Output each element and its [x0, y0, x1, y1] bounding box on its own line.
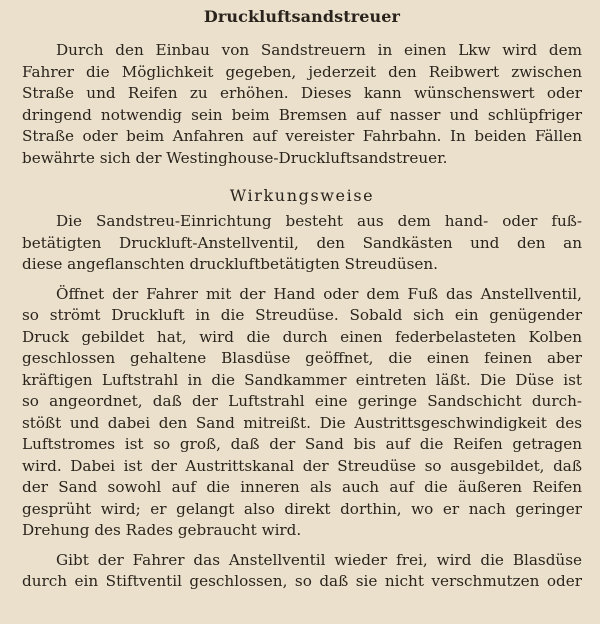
- text-line: der Sand sowohl auf die inneren als auch auf die äußeren Reifen: [22, 478, 582, 496]
- text-line: betätigten Druckluft-Anstellventil, den Sandkästen und den an: [22, 233, 582, 252]
- text-line: kräftigen Luftstrahl in die Sandkammer eintreten läßt. Die Düse ist: [22, 370, 582, 389]
- text-line: durch ein Stiftventil geschlossen, so daß sie nicht verschmutzen oder: [22, 572, 582, 590]
- text-line: Drehung des Rades gebraucht wird.: [22, 521, 302, 539]
- text-line: wird. Dabei ist der Austrittskanal der Streudüse so ausgebildet, daß: [22, 456, 582, 475]
- text-line: Durch den Einbau von Sandstreuern in einen Lkw wird dem: [56, 41, 582, 59]
- text-line: Öffnet der Fahrer mit der Hand oder dem Fuß das Anstellventil,: [56, 284, 582, 303]
- text-line: stößt und dabei den Sand mitreißt. Die Austrittsgeschwindigkeit des: [22, 413, 582, 432]
- text-line: Fahrer die Möglichkeit gegeben, jederzeit den Reibwert zwischen: [22, 62, 582, 81]
- text-line: gesprüht wird; er gelangt also direkt dorthin, wo er nach geringer: [22, 499, 582, 518]
- text-line: diese angeflanschten druckluftbetätigten Streudüsen.: [22, 255, 438, 273]
- text-line: dringend notwendig sein beim Bremsen auf nasser und schlüpfriger: [22, 105, 582, 124]
- paragraph-release: [22, 550, 582, 593]
- text-line: Straße oder beim Anfahren auf vereister Fahrbahn. In beiden Fällen: [22, 127, 582, 145]
- text-line: Druck gebildet hat, wird die durch einen federbelasteten Kolben: [22, 327, 582, 346]
- text-line: Luftstromes ist so groß, daß der Sand bis auf die Reifen getragen: [22, 435, 582, 453]
- text-line: Die Sandstreu-Einrichtung besteht aus dem hand- oder fuß-: [56, 212, 582, 230]
- text-line: so angeordnet, daß der Luftstrahl eine geringe Sandschicht durch-: [22, 392, 582, 410]
- text-line: so strömt Druckluft in die Streudüse. Sobald sich ein genügender: [22, 306, 582, 324]
- text-line: Straße und Reifen zu erhöhen. Dieses kann wünschenswert oder: [22, 84, 582, 102]
- paragraph-intro: [22, 40, 582, 169]
- paragraph-operation: [22, 284, 582, 542]
- section-heading: Wirkungsweise: [229, 186, 375, 205]
- text-line: geschlossen gehaltene Blasdüse geöffnet, die einen feinen aber: [22, 349, 582, 367]
- paragraph-setup: [22, 211, 582, 276]
- text-line: Gibt der Fahrer das Anstellventil wieder frei, wird die Blasdüse: [56, 550, 582, 569]
- text-line: bewährte sich der Westinghouse-Druckluftsandstreuer.: [22, 148, 448, 167]
- page-title: Druckluftsandstreuer: [203, 7, 401, 26]
